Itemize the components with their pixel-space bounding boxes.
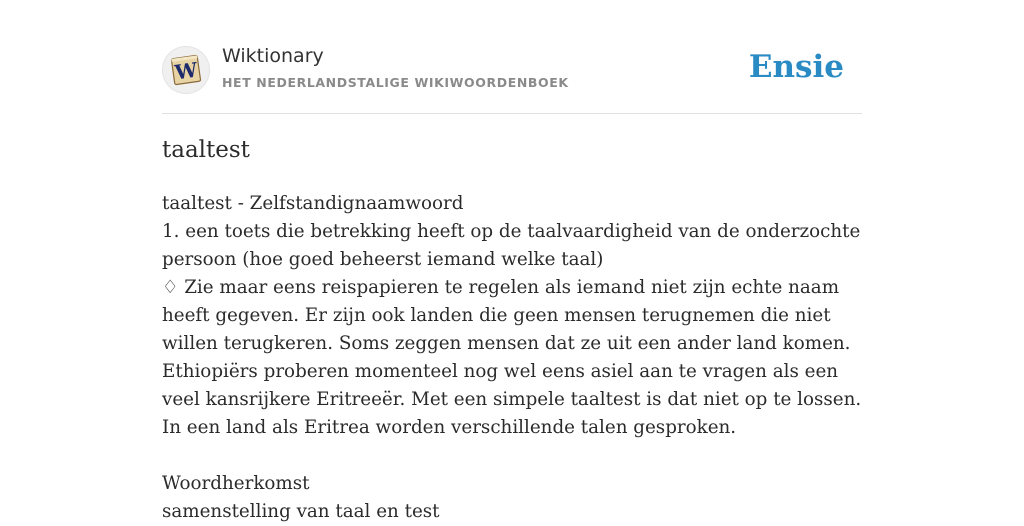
page-title: taaltest — [162, 137, 250, 163]
example-text: ♢ Zie maar eens reispapieren te regelen als iemand niet zijn echte naam heeft gegeven. Er zijn ook landen die geen mensen terugnemen die niet willen terugkeren. Soms zeggen mensen dat ze uit een ander land komen. Ethiopiërs proberen momenteel nog wel eens asiel aan te vragen als een veel kansrijkere Eritreeër. Met een simpele taaltest is dat niet op te lossen. In een land als Eritrea worden verschillende talen gesproken. — [162, 277, 862, 438]
site-tagline: HET NEDERLANDSTALIGE WIKIWOORDENBOEK — [222, 75, 569, 90]
etymology-heading: Woordherkomst — [162, 473, 310, 494]
entry-card — [162, 0, 862, 522]
wiktionary-logo-icon[interactable] — [162, 46, 210, 94]
headword-line: taaltest - Zelfstandignaamwoord — [162, 193, 464, 214]
site-header — [162, 44, 862, 96]
entry-content — [162, 190, 862, 526]
paragraph-gap — [162, 442, 862, 470]
logo-letter: W — [173, 57, 199, 85]
etymology-text: samenstelling van taal en test — [162, 501, 440, 522]
definition-text: 1. een toets die betrekking heeft op de taalvaardigheid van de onderzochte persoon (hoe goed beheerst iemand welke taal) — [162, 221, 861, 270]
header-divider — [162, 113, 862, 114]
ensie-logo[interactable]: Ensie — [748, 49, 844, 85]
site-title[interactable]: Wiktionary — [222, 45, 324, 67]
